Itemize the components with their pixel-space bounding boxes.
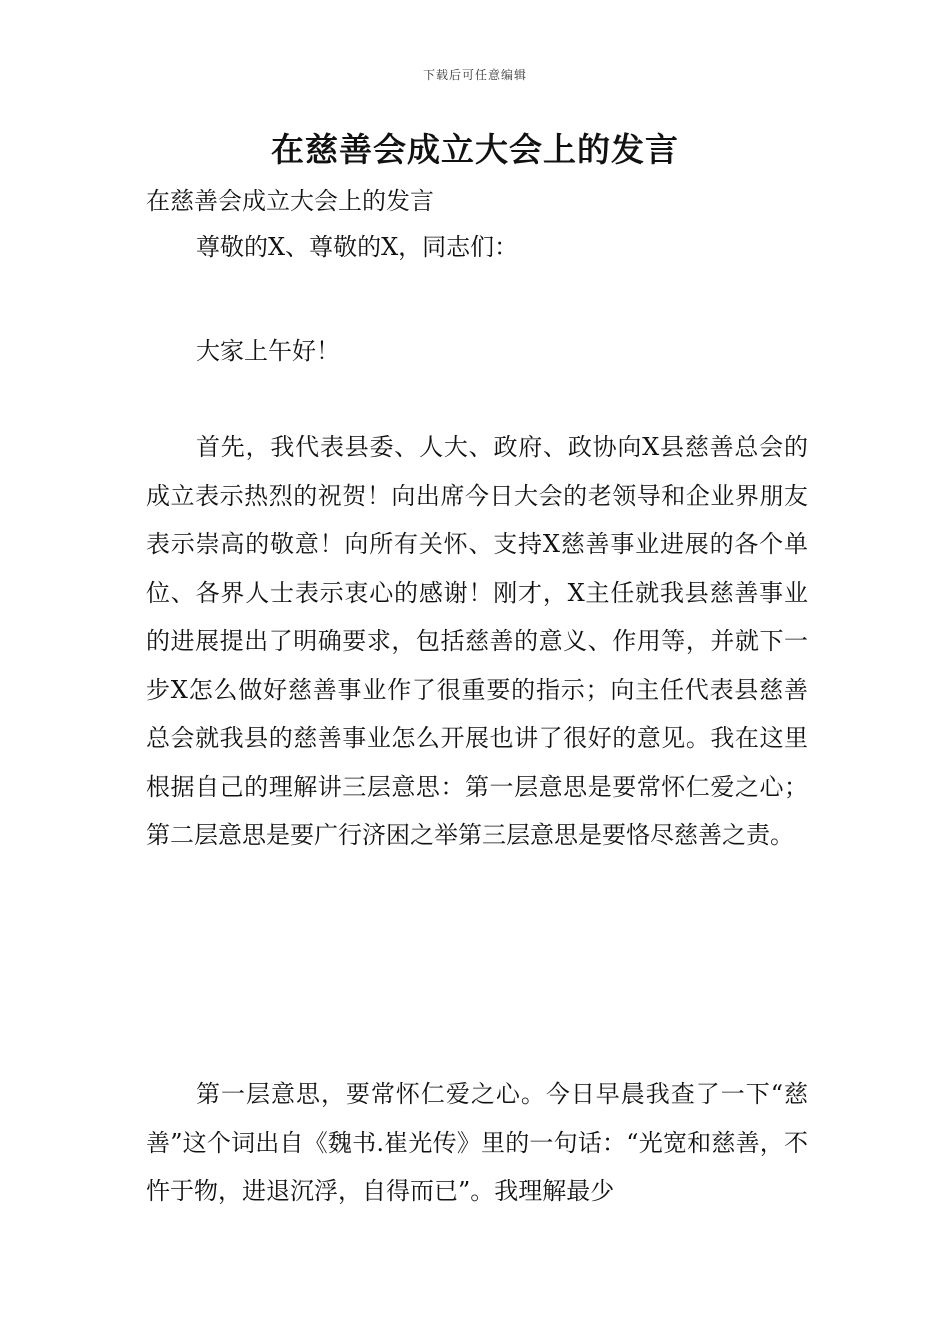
opening-paragraph: 首先，我代表县委、人大、政府、政协向X县慈善总会的成立表示热烈的祝贺！向出席今日大会的老领导和企业界朋友表示崇高的敬意！向所有关怀、支持X慈善事业进展的各个单位、各界人士表示衷心的感谢！刚才，X主任就我县慈善事业的进展提出了明确要求，包括慈善的意义、作用等，并就下一步X怎么做好慈善事业作了很重要的指示；向主任代表县慈善总会就我县的慈善事业怎么开展也讲了很好的意见。我在这里根据自己的理解讲三层意思：第一层意思是要常怀仁爱之心；第二层意思是要广行济困之举第三层意思是要恪尽慈善之责。 xyxy=(146,433,808,849)
first-point-paragraph: 第一层意思，要常怀仁爱之心。今日早晨我查了一下“慈善”这个词出自《魏书.崔光传》里的一句话：“光宽和慈善，不忤于物，进退沉浮，自得而已”。我理解最少 xyxy=(146,1080,808,1205)
document-title: 在慈善会成立大会上的发言 xyxy=(271,130,679,169)
document-subtitle: 在慈善会成立大会上的发言 xyxy=(146,187,434,215)
hello-paragraph: 大家上午好！ xyxy=(196,337,340,365)
header-note: 下载后可任意编辑 xyxy=(422,68,527,82)
greeting-paragraph: 尊敬的X、尊敬的X，同志们： xyxy=(196,233,519,261)
